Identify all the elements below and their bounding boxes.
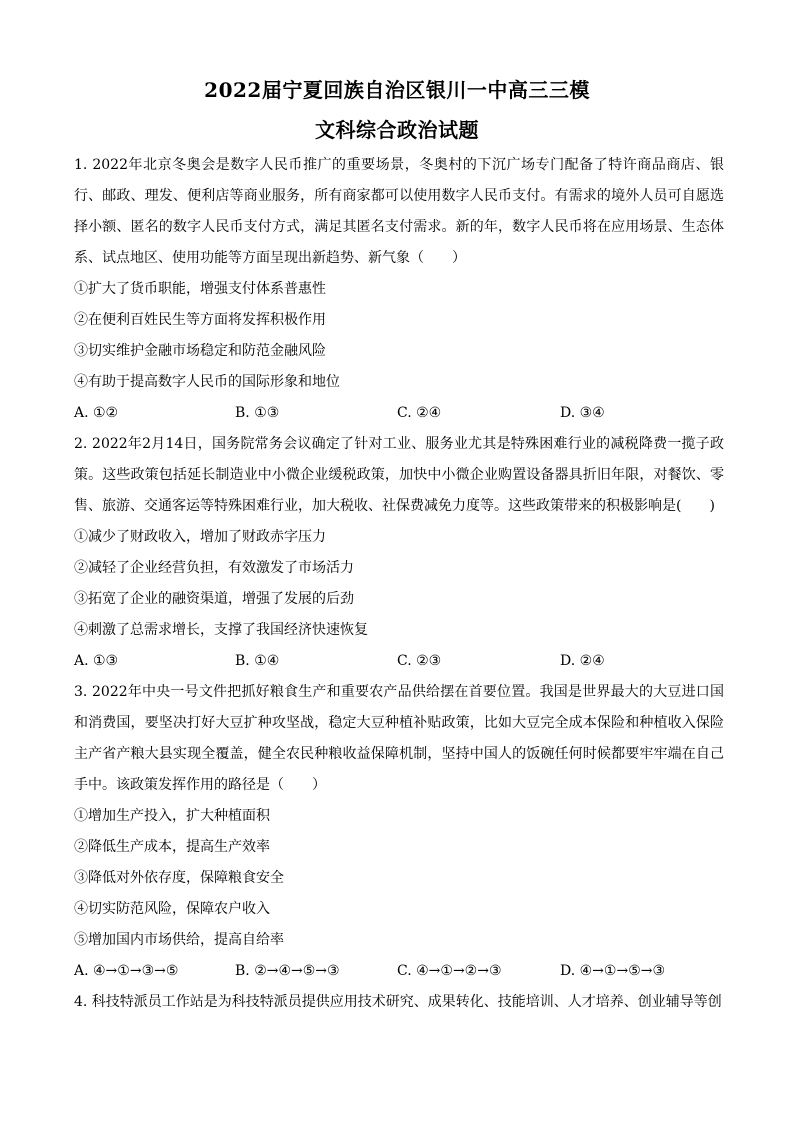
statement-item: ③切实维护金融市场稳定和防范金融风险 [74,343,326,359]
question-1 [74,150,724,429]
option-b: B. ①③ [235,405,280,421]
option-b: B. ②→④→⑤→③ [235,963,340,979]
option-c: C. ②④ [397,405,442,421]
answer-options [74,398,724,429]
option-a: A. ①③ [74,653,119,669]
option-d: D. ③④ [560,405,605,421]
option-a: A. ④→①→③→⑤ [74,963,179,979]
option-d: D. ②④ [560,653,605,669]
option-d: D. ④→①→⑤→③ [560,963,666,979]
question-stem: 2. 2022年2月14日，国务院常务会议确定了针对工业、服务业尤其是特殊困难行业的减税降费一揽子政策。这些政策包括延长制造业中小微企业缓税政策，加快中小微企业购置设备器具折旧年限，对餐饮、零售、旅游、交通客运等特殊困难行业，加大税收、社保费减免力度等。这些政策带来的积极影响是( ) [74,436,724,514]
statement-item: ③降低对外依存度，保障粮食安全 [74,870,284,886]
statement-item: ④有助于提高数字人民币的国际形象和地位 [74,374,340,390]
statement-item: ①增加生产投入，扩大种植面积 [74,808,270,824]
page-title: 2022届宁夏回族自治区银川一中高三三模 [204,78,590,102]
option-b: B. ①④ [235,653,280,669]
option-a: A. ①② [74,405,119,421]
statement-item: ①扩大了货币职能，增强支付体系普惠性 [74,281,326,297]
question-list [74,150,724,1018]
statement-item: ①减少了财政收入，增加了财政赤字压力 [74,529,326,545]
question-stem: 3. 2022年中央一号文件把抓好粮食生产和重要农产品供给摆在首要位置。我国是世界最大的大豆进口国和消费国，要坚决打好大豆扩种攻坚战，稳定大豆种植补贴政策，比如大豆完全成本保险和种植收入保险主产省产粮大县实现全覆盖，健全农民种粮收益保障机制，坚持中国人的饭碗任何时候都要牢牢端在自己手中。该政策发挥作用的路径是（ ） [74,684,724,793]
question-2 [74,429,724,677]
statement-item: ③拓宽了企业的融资渠道，增强了发展的后劲 [74,591,354,607]
question-3 [74,677,724,987]
answer-options [74,956,724,987]
question-stem: 1. 2022年北京冬奥会是数字人民币推广的重要场景，冬奥村的下沉广场专门配备了特许商品商店、银行、邮政、理发、便利店等商业服务，所有商家都可以使用数字人民币支付。有需求的境外人员可自愿选择小额、匿名的数字人民币支付方式，满足其匿名支付需求。新的年，数字人民币将在应用场景、生态体系、试点地区、使用功能等方面呈现出新趋势、新气象（ ） [74,157,724,266]
question-4 [74,987,724,1018]
statement-item: ②在便利百姓民生等方面将发挥积极作用 [74,312,326,328]
option-c: C. ②③ [397,653,442,669]
answer-options [74,646,724,677]
statement-item: ④切实防范风险，保障农户收入 [74,901,270,917]
statement-item: ⑤增加国内市场供给，提高自给率 [74,932,284,948]
statement-item: ②减轻了企业经营负担，有效激发了市场活力 [74,560,354,576]
page-subtitle: 文科综合政治试题 [315,118,479,142]
question-stem: 4. 科技特派员工作站是为科技特派员提供应用技术研究、成果转化、技能培训、人才培养、创业辅导等创 [74,994,722,1010]
option-c: C. ④→①→②→③ [397,963,502,979]
statement-item: ②降低生产成本，提高生产效率 [74,839,270,855]
statement-item: ④刺激了总需求增长，支撑了我国经济快速恢复 [74,622,368,638]
